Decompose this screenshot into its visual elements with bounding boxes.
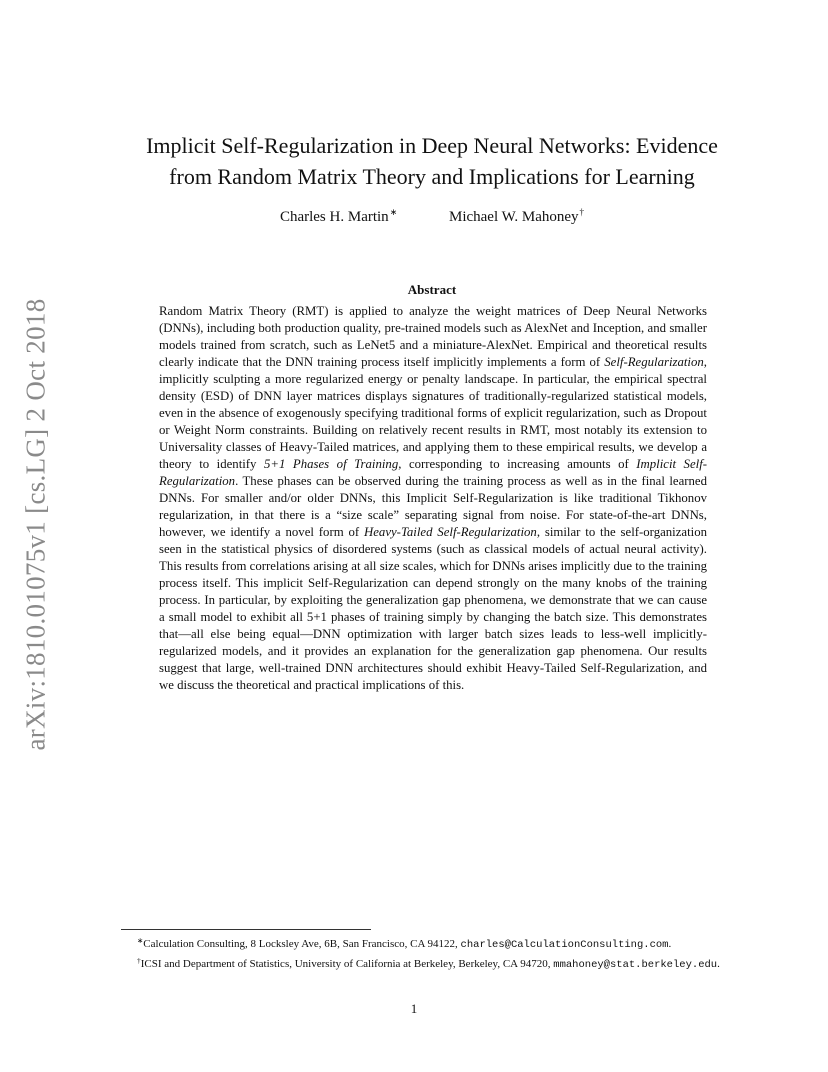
footnote-email[interactable]: charles@CalculationConsulting.com <box>460 939 669 951</box>
footnote-text: ICSI and Department of Statistics, University of California at Berkeley, Berkeley, CA 94720, <box>140 958 554 970</box>
title-line-2: from Random Matrix Theory and Implications for Learning <box>169 164 695 189</box>
page-number: 1 <box>410 1001 418 1016</box>
abstract-heading: Abstract <box>407 282 457 297</box>
abstract-text: , implicitly sculpting a more regularized energy or penalty landscape. In particular, the empirical spectral density (ESD) of DNN layer matrices displays signatures of traditionally-regularized statistical models, even in the absence of exogenously specifying traditional forms of explicit regularization, such as Dropout or Weight Norm constraints. Building on relatively recent results in RMT, most notably its extension to Universality classes of Heavy-Tailed matrices, and applying them to these empirical results, we develop a theory to identify <box>159 355 707 471</box>
footnote-mark: ∗ <box>137 936 144 945</box>
abstract-text: , similar to the self-organization seen in the statistical physics of disordered systems (such as classical models of actual neural activity). This results from correlations arising at all size scales, which for DNNs arises implicitly due to the training process itself. This implicit Self-Regularization can depend strongly on the many knobs of the training process. In particular, by exploiting the generalization gap phenomena, we demonstrate that we can cause a small model to exhibit all 5+1 phases of training simply by changing the batch size. This demonstrates that—all else being equal—DNN optimization with larger batch sizes leads to less-well implicitly-regularized models, and it provides an explanation for the generalization gap phenomena. Our results suggest that large, well-trained DNN architectures should exhibit Heavy-Tailed Self-Regularization, and we discuss the theoretical and practical implications of this. <box>159 525 707 692</box>
abstract-emphasis: Self-Regularization <box>604 355 704 369</box>
author-name: Michael W. Mahoney <box>448 209 579 225</box>
footnote-text: Calculation Consulting, 8 Locksley Ave, 6B, San Francisco, CA 94122, <box>143 938 461 950</box>
author-name: Charles H. Martin <box>279 209 389 225</box>
abstract-emphasis: Heavy-Tailed Self-Regularization <box>364 525 537 539</box>
footnote-end: . <box>717 958 720 970</box>
author-mahoney <box>449 207 584 226</box>
abstract-body <box>159 303 707 694</box>
author-martin <box>280 207 397 226</box>
footnote-rule <box>121 929 371 930</box>
abstract-text: . These phases can be observed during the training process as well as in the final learned DNNs. For smaller and/or older DNNs, this Implicit Self-Regularization is like traditional Tikhonov regularization, in that there is a “size scale” separating signal from noise. For state-of-the-art DNNs, however, we identify a novel form of <box>159 474 707 539</box>
footnote-mark: † <box>137 956 141 965</box>
arxiv-sidebar <box>10 294 62 754</box>
author-list <box>110 207 754 226</box>
author-footnote-mark: † <box>579 207 585 217</box>
footnote-mahoney <box>121 953 743 973</box>
author-footnote-mark: ∗ <box>389 207 398 217</box>
footnote-email[interactable]: mmahoney@stat.berkeley.edu <box>553 959 718 971</box>
footnote-martin <box>121 933 743 953</box>
abstract-emphasis: Implicit Self-Regularization <box>159 457 708 488</box>
title-line-1: Implicit Self-Regularization in Deep Neural Networks: Evidence <box>146 133 718 158</box>
footnote-end: . <box>668 938 672 950</box>
arxiv-stamp: arXiv:1810.01075v1 [cs.LG] 2 Oct 2018 <box>20 297 51 751</box>
footnotes <box>121 933 743 973</box>
abstract-text: Random Matrix Theory (RMT) is applied to analyze the weight matrices of Deep Neural Networks (DNNs), including both production quality, pre-trained models such as AlexNet and Inception, and smaller models trained from scratch, such as LeNet5 and a miniature-AlexNet. Empirical and theoretical results clearly indicate that the DNN training process itself implicitly implements a form of <box>159 304 707 369</box>
abstract-emphasis: 5+1 Phases of Training <box>263 457 399 471</box>
paper-title <box>110 130 754 192</box>
abstract-text: , corresponding to increasing amounts of <box>398 457 637 471</box>
